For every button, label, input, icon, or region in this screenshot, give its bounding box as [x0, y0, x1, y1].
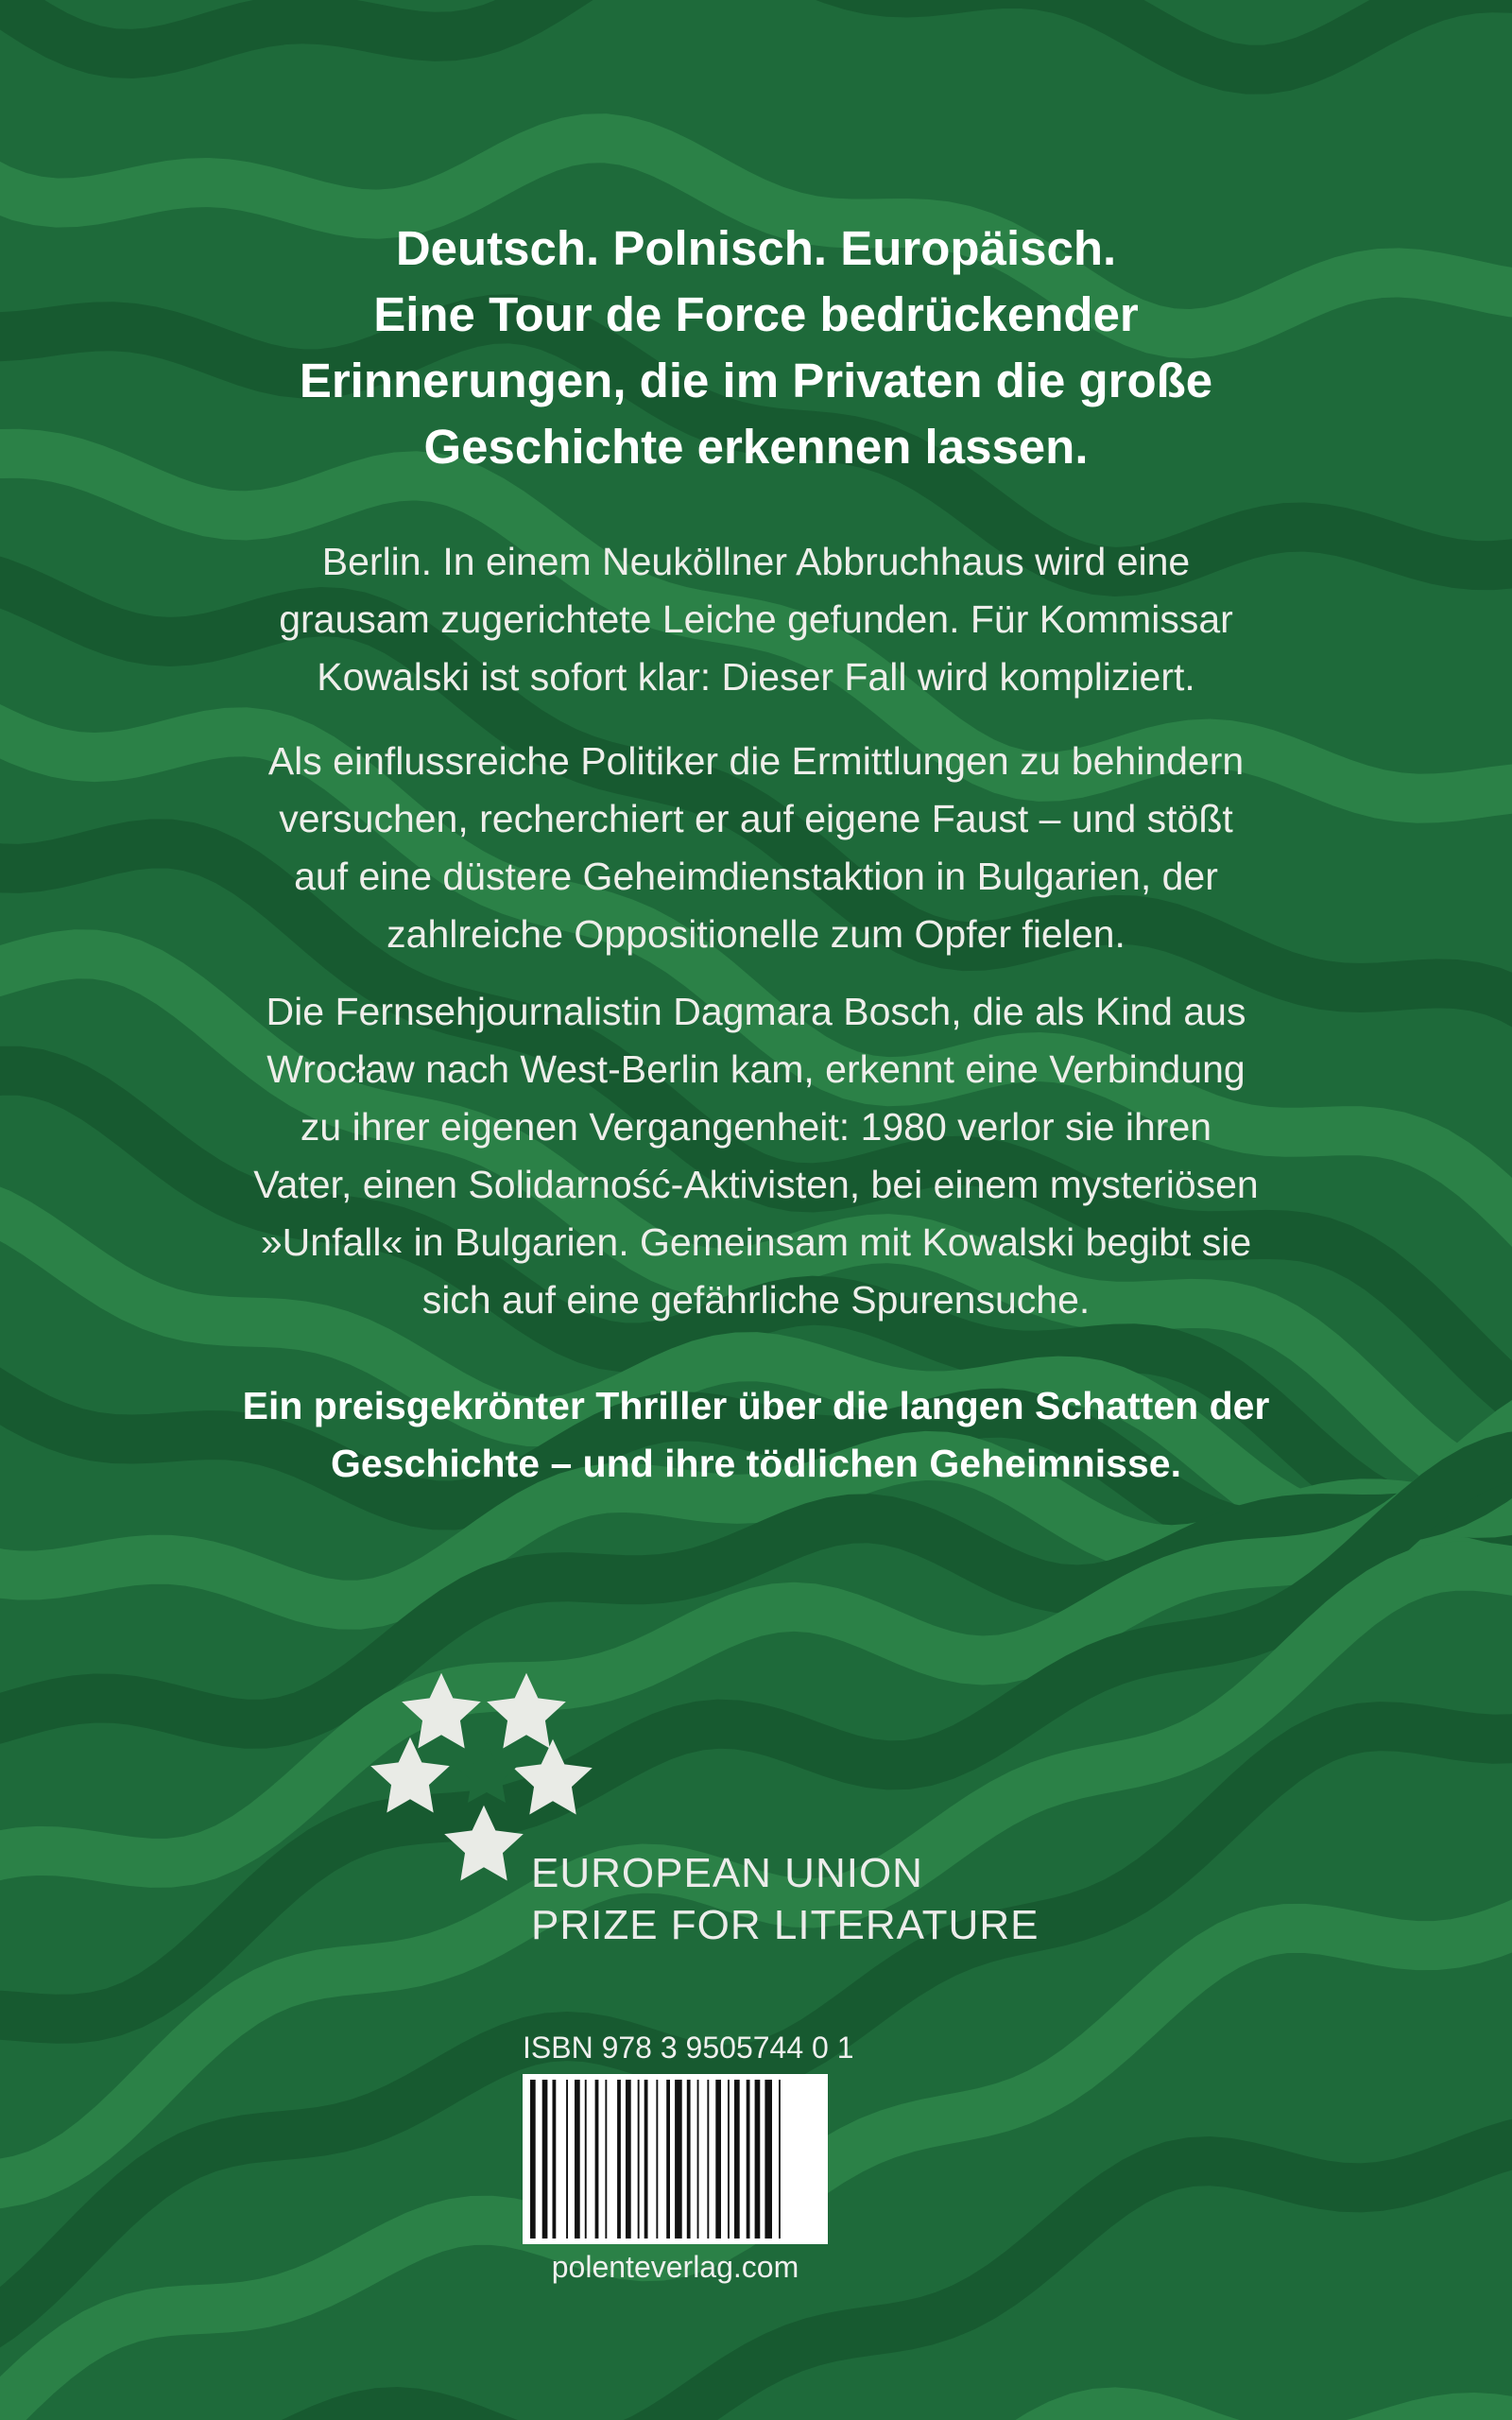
- blurb-line: sich auf eine gefährliche Spurensuche.: [421, 1278, 1091, 1322]
- prize-title-line-2: PRIZE FOR LITERATURE: [531, 1902, 1040, 1948]
- tagline: [123, 1377, 1389, 1493]
- blurb-line: Wrocław nach West-Berlin kam, erkennt eine Verbindung: [266, 1047, 1246, 1091]
- blurb-paragraph-3: [123, 983, 1389, 1329]
- blurb-paragraph-1: [123, 533, 1389, 706]
- blurb-line: »Unfall« in Bulgarien. Gemeinsam mit Kowalski begibt sie: [260, 1220, 1252, 1264]
- blurb-line: zu ihrer eigenen Vergangenheit: 1980 verlor sie ihren: [300, 1105, 1212, 1149]
- blurb-line: Vater, einen Solidarność-Aktivisten, bei einem mysteriösen: [253, 1163, 1259, 1206]
- blurb-line: zahlreiche Oppositionelle zum Opfer fielen.: [387, 912, 1125, 956]
- blurb-line: versuchen, recherchiert er auf eigene Faust – und stößt: [279, 797, 1233, 840]
- headline-line: Geschichte erkennen lassen.: [423, 420, 1089, 474]
- blurb-line: Berlin. In einem Neuköllner Abbruchhaus wird eine: [321, 540, 1191, 583]
- headline-line: Deutsch. Polnisch. Europäisch.: [395, 221, 1117, 275]
- blurb-line: Kowalski ist sofort klar: Dieser Fall wird kompliziert.: [317, 655, 1195, 699]
- prize-title-line-1: EUROPEAN UNION: [531, 1850, 923, 1896]
- publisher-website: polenteverlag.com: [551, 2250, 799, 2284]
- tagline-line: Ein preisgekrönter Thriller über die langen Schatten der: [242, 1384, 1270, 1427]
- headline-line: Eine Tour de Force bedrückender: [373, 287, 1139, 341]
- blurb-line: Die Fernsehjournalistin Dagmara Bosch, die als Kind aus: [266, 990, 1246, 1033]
- tagline-line: Geschichte – und ihre tödlichen Geheimnisse.: [331, 1442, 1181, 1485]
- barcode: [523, 2074, 828, 2244]
- blurb-line: Als einflussreiche Politiker die Ermittlungen zu behindern: [267, 739, 1245, 783]
- headline-line: Erinnerungen, die im Privaten die große: [299, 354, 1213, 407]
- headline: [132, 216, 1380, 480]
- blurb-line: grausam zugerichtete Leiche gefunden. Für Kommissar: [279, 597, 1233, 641]
- blurb-line: auf eine düstere Geheimdienstaktion in Bulgarien, der: [294, 855, 1218, 898]
- blurb-paragraph-2: [123, 733, 1389, 963]
- isbn-number: ISBN 978 3 9505744 0 1: [523, 2031, 854, 2065]
